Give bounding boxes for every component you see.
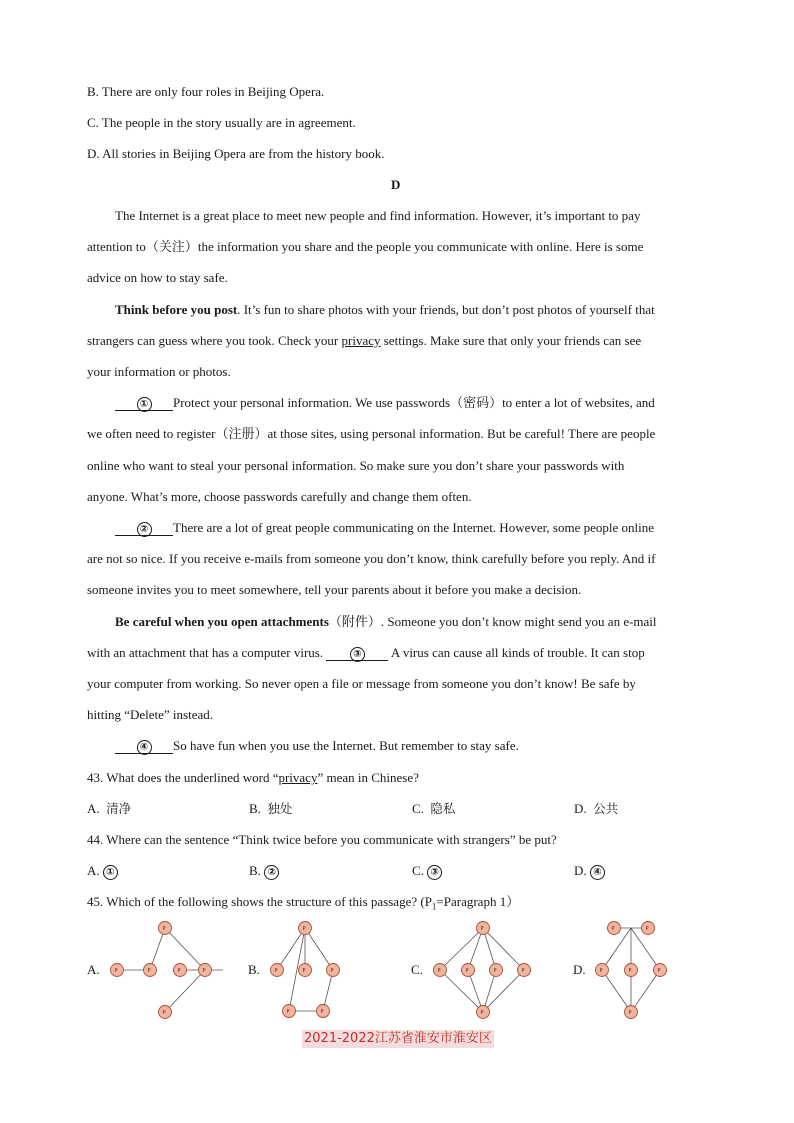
para6-line1-text: So have fun when you use the Internet. But remember to stay safe. (173, 738, 519, 753)
q43-option-d-label: D. (574, 801, 587, 816)
q43-option-b-text: 独处 (267, 801, 293, 816)
q45-option-c-label[interactable]: C. (411, 962, 423, 977)
q45-option-d-label[interactable]: D. (573, 962, 586, 977)
q45-subscript: 1 (431, 901, 437, 912)
blank-4-number: ④ (137, 740, 152, 755)
para2-line2-pre: strangers can guess where you took. Check your (87, 333, 342, 348)
structure-diagram-b-node-label-1: P (302, 926, 306, 932)
para5-line4: hitting “Delete” instead. (87, 707, 213, 722)
para3-line2: we often need to register（注册）at those sites, using personal information. But be careful! There are people (87, 426, 656, 441)
diagram-a-svg (105, 914, 225, 1024)
section-title: D (391, 177, 401, 192)
para5-line2 (87, 645, 645, 661)
para5-line2-post: A virus can cause all kinds of trouble. It can stop (388, 645, 645, 660)
para3-line4: anyone. What’s more, choose passwords carefully and change them often. (87, 489, 472, 504)
q43-option-a[interactable] (87, 801, 131, 817)
diagram-b-svg (265, 914, 355, 1024)
prev-option-b: B. There are only four roles in Beijing Opera. (87, 84, 325, 99)
para1-line3: advice on how to stay safe. (87, 270, 228, 285)
structure-diagram-a-edge-2 (162, 926, 205, 970)
structure-diagram-b-node-label-6: P (320, 1009, 324, 1015)
para4-line2: are not so nice. If you receive e-mails from someone you don’t know, think carefully before you reply. And if (87, 551, 656, 566)
structure-diagram-a-node-label-2: P (114, 968, 118, 974)
structure-diagram-c-node-label-6: P (480, 1010, 484, 1016)
q44-option-d-label: D. (574, 863, 587, 878)
structure-diagram-d-node-label-6: P (628, 1010, 632, 1016)
structure-diagram-d-edge-5 (599, 968, 631, 1012)
q43-privacy-word: privacy (278, 770, 318, 785)
q44-option-c-num: ③ (427, 865, 442, 880)
structure-diagram-b-node-label-3: P (302, 968, 306, 974)
structure-diagram-b-node-label-4: P (330, 968, 334, 974)
para2-line2-post: settings. Make sure that only your friends can see (380, 333, 642, 348)
structure-diagram-b-edge-3 (302, 926, 333, 970)
q44-option-a-label: A. (87, 863, 100, 878)
q45-option-b-label[interactable]: B. (248, 962, 260, 977)
structure-diagram-d-node-label-3: P (599, 968, 603, 974)
structure-diagram-a-node-label-1: P (162, 926, 166, 932)
q43-option-b[interactable] (249, 801, 292, 817)
q45-option-a-label[interactable]: A. (87, 962, 100, 977)
structure-diagram-a[interactable] (105, 914, 206, 1024)
source-footer: 2021-2022江苏省淮安市淮安区 (304, 1031, 492, 1046)
structure-diagram-b-node-label-2: P (274, 968, 278, 974)
q43-option-a-text: 清净 (106, 801, 132, 816)
q44-option-b-num: ② (264, 865, 279, 880)
question-43 (87, 770, 419, 786)
q43-option-d[interactable] (574, 801, 618, 817)
para4-line1-text: There are a lot of great people communicating on the Internet. However, some people online (173, 520, 655, 535)
structure-diagram-c-edge-5 (437, 968, 483, 1012)
structure-diagram-d-node-label-4: P (628, 968, 632, 974)
structure-diagram-d-node-label-2: P (645, 926, 649, 932)
para5-line1-text: . Someone you don’t know might send you an e-mail (380, 614, 657, 629)
structure-diagram-c-node-label-1: P (480, 926, 484, 932)
para6-line1 (115, 738, 519, 754)
q43-option-c-label: C. (412, 801, 424, 816)
structure-diagram-a-node-label-4: P (177, 968, 181, 974)
para5-line3: your computer from working. So never open a file or message from someone you don’t know! Be safe by (87, 676, 636, 691)
structure-diagram-a-node-label-5: P (202, 968, 206, 974)
q43-option-c-text: 隐私 (430, 801, 456, 816)
diagram-c-svg (428, 914, 538, 1024)
blank-4 (115, 738, 173, 754)
structure-diagram-a-node-label-6: P (162, 1010, 166, 1016)
q45-text: 45. Which of the following shows the structure of this passage? (P (87, 894, 432, 909)
q43-option-b-label: B. (249, 801, 261, 816)
q43-pre: 43. What does the underlined word “ (87, 770, 279, 785)
q44-option-d[interactable] (574, 863, 605, 880)
q43-option-d-text: 公共 (593, 801, 619, 816)
para2-line3: your information or photos. (87, 364, 231, 379)
diagram-d-svg (590, 914, 680, 1024)
structure-diagram-c-node-label-3: P (465, 968, 469, 974)
q44-option-a-num: ① (103, 865, 118, 880)
structure-diagram-d[interactable] (590, 914, 670, 1024)
para2-heading: Think before you post (115, 302, 238, 317)
structure-diagram-d-node-label-1: P (611, 926, 615, 932)
blank-3 (326, 645, 388, 661)
blank-2 (115, 520, 173, 536)
q43-option-a-label: A. (87, 801, 100, 816)
para2-line1-text: . It’s fun to share photos with your friends, but don’t post photos of yourself that (237, 302, 655, 317)
para3-line3: online who want to steal your personal information. So make sure you don’t share your passwords with (87, 458, 625, 473)
para5-heading: Be careful when you open attachments (115, 614, 329, 629)
q43-option-c[interactable] (412, 801, 455, 817)
para2-line2 (87, 333, 641, 349)
structure-diagram-d-node-label-5: P (657, 968, 661, 974)
prev-option-c: C. The people in the story usually are in agreement. (87, 115, 356, 130)
structure-diagram-b[interactable] (265, 914, 345, 1024)
q45-text-end: =Paragraph 1） (436, 894, 520, 909)
q44-option-c[interactable] (412, 863, 442, 880)
q44-option-b[interactable] (249, 863, 279, 880)
para4-line3: someone invites you to meet somewhere, tell your parents about it before you make a decision. (87, 582, 582, 597)
para3-line1 (115, 395, 655, 411)
blank-3-number: ③ (350, 647, 365, 662)
structure-diagram-c-node-label-4: P (493, 968, 497, 974)
privacy-word: privacy (341, 333, 381, 348)
structure-diagram-c[interactable] (428, 914, 525, 1024)
structure-diagram-c-node-label-5: P (521, 968, 525, 974)
q44-option-d-num: ④ (590, 865, 605, 880)
q44-option-b-label: B. (249, 863, 261, 878)
question-45 (87, 894, 519, 915)
para1-line1: The Internet is a great place to meet new people and find information. However, it’s important to pay (115, 208, 641, 223)
blank-1-number: ① (137, 397, 152, 412)
q43-post: ” mean in Chinese? (317, 770, 419, 785)
blank-2-number: ② (137, 522, 152, 537)
para3-line1-text: Protect your personal information. We use passwords（密码）to enter a lot of websites, and (173, 395, 655, 410)
structure-diagram-b-node-label-5: P (286, 1009, 290, 1015)
para1-line2: attention to（关注）the information you share and the people you communicate with online. Here is some (87, 239, 644, 254)
question-44: 44. Where can the sentence “Think twice before you communicate with strangers” be put? (87, 832, 557, 847)
structure-diagram-d-edge-7 (628, 968, 660, 1012)
q44-option-c-label: C. (412, 863, 424, 878)
para4-line1 (115, 520, 654, 536)
structure-diagram-a-node-label-3: P (147, 968, 151, 974)
prev-option-d: D. All stories in Beijing Opera are from the history book. (87, 146, 385, 161)
para5-heading-cn: （附件） (328, 614, 381, 629)
q44-option-a[interactable] (87, 863, 118, 880)
blank-1 (115, 395, 173, 411)
para5-line2-pre: with an attachment that has a computer virus. (87, 645, 327, 660)
para5-line1 (115, 614, 657, 630)
structure-diagram-c-edge-1 (440, 928, 483, 970)
structure-diagram-a-edge-6 (165, 970, 205, 1012)
para2-line1 (115, 302, 655, 318)
structure-diagram-c-node-label-2: P (437, 968, 441, 974)
